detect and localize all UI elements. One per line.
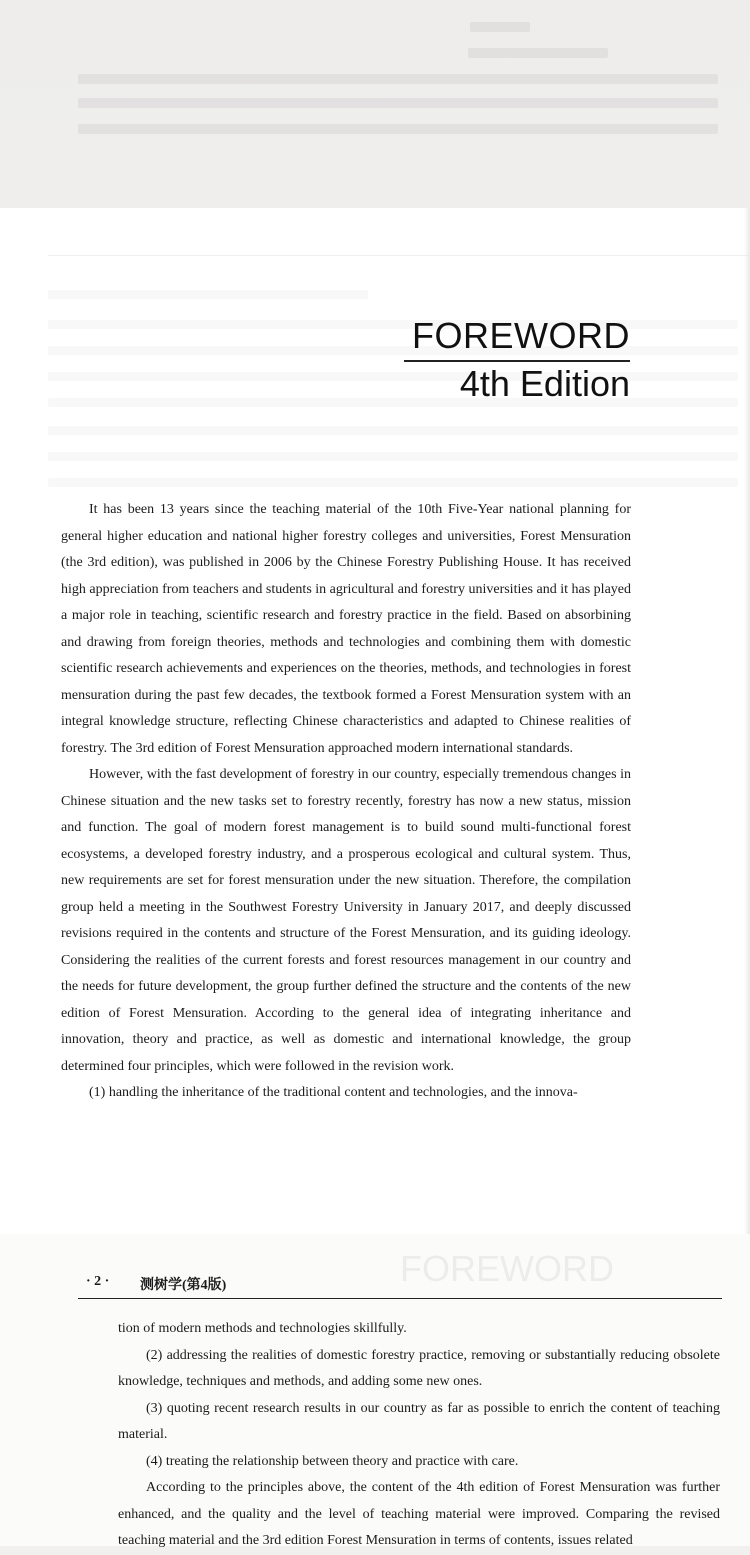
page-number: · 2 ·	[86, 1274, 110, 1289]
paragraph: It has been 13 years since the teaching material of the 10th Five-Year national planning for general higher education and national higher forestry colleges and universities, Forest Mensuration (the 3rd edition), was published in 2006 by the Chinese Forestry Publishing House. It has received high appreciation from teachers and students in agricultural and forestry universities and it has played a major role in teaching, scientific research and forestry practice in the field. Based on absorbining and drawing from foreign theories, methods and technologies and combining them with domestic scientific research achievements and experiences on the theories, methods, and technologies in forest mensuration during the past few decades, the textbook formed a Forest Mensuration system with an integral knowledge structure, reflecting Chinese characteristics and adapted to Chinese realities of forestry. The 3rd edition of Forest Mensuration approached modern international standards.	[61, 502, 631, 756]
title-rule	[404, 360, 630, 362]
paragraph: (1) handling the inheritance of the traditional content and technologies, and the innova-	[89, 1085, 578, 1100]
next-page: FOREWORD	[0, 1234, 750, 1546]
header-rule	[78, 1298, 722, 1299]
page-header	[86, 1274, 722, 1296]
paragraph: tion of modern methods and technologies skillfully.	[118, 1321, 407, 1336]
paragraph: (2) addressing the realities of domestic forestry practice, removing or substantially reducing obsolete knowledge, techniques and methods, and adding some new ones.	[118, 1347, 720, 1389]
next-page-body	[118, 1316, 720, 1555]
previous-page-band	[0, 0, 750, 208]
running-title: 测树学(第4版)	[140, 1278, 227, 1293]
paragraph: (3) quoting recent research results in our country as far as possible to enrich the content of teaching material.	[118, 1400, 720, 1442]
foreword-body	[61, 497, 631, 1107]
foreword-title: FOREWORD	[412, 315, 630, 356]
paragraph: However, with the fast development of forestry in our country, especially tremendous changes in Chinese situation and the new tasks set to forestry recently, forestry has now a new status, mission and function. The goal of modern forest management is to build sound multi-functional forest ecosystems, a developed forestry industry, and a prosperous ecological and cultural system. Thus, new requirements are set for forest mensuration under the new situation. Therefore, the compilation group held a meeting in the Southwest Forestry University in January 2017, and deeply discussed revisions required in the contents and structure of the Forest Mensuration, and its guiding ideology. Considering the realities of the current forests and forest resources management in our country and the needs for future development, the group further defined the structure and the contents of the new edition of Forest Mensuration. According to the general idea of integrating inheritance and innovation, theory and practice, as well as domestic and international knowledge, the group determined four principles, which were followed in the revision work.	[61, 767, 631, 1074]
paragraph: According to the principles above, the content of the 4th edition of Forest Mensuration was further enhanced, and the quality and the level of teaching material were improved. Comparing the revised teaching material and the 3rd edition Forest Mensuration in terms of contents, issues related	[118, 1480, 720, 1548]
edition-subtitle: 4th Edition	[459, 363, 630, 404]
paragraph: (4) treating the relationship between theory and practice with care.	[146, 1453, 519, 1469]
